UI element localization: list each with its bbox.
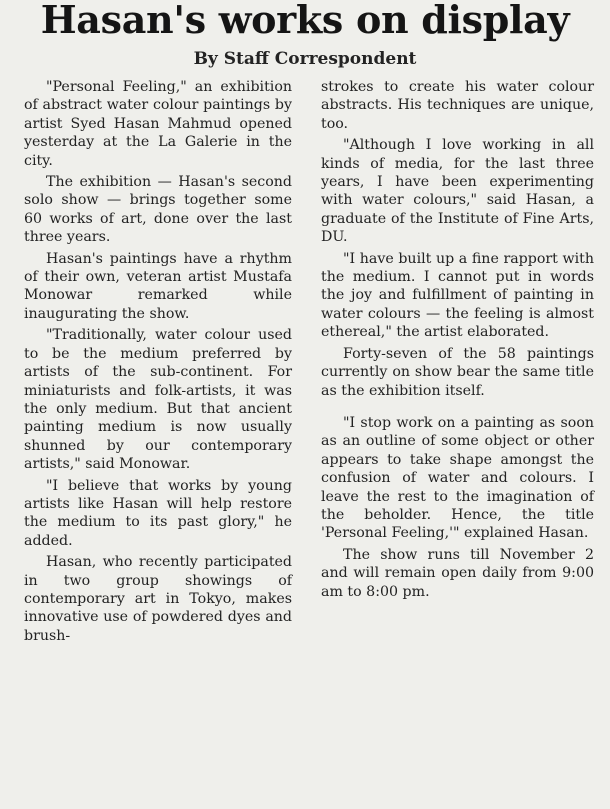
byline: By Staff Correspondent xyxy=(193,49,417,69)
paragraph: Hasan, who recently participated in two group showings of contemporary art in Tokyo, makes innovative use of powdered dyes and brush- xyxy=(24,554,292,644)
paragraph: The exhibition — Hasan's second solo show — brings together some 60 works of art, done over the last three years. xyxy=(24,174,292,246)
paragraph: Forty-seven of the 58 paintings currently on show bear the same title as the exhibition itself. xyxy=(321,345,594,399)
paragraph: "I believe that works by young artists like Hasan will help restore the medium to its past glory," he added. xyxy=(24,477,292,549)
paragraph: "Although I love working in all kinds of media, for the last three years, I have been experimenting with water colours," said Hasan, a graduate of the Institute of Fine Arts, DU. xyxy=(321,137,594,246)
paragraph-continued: strokes to create his water colour abstracts. His techniques are unique, too. xyxy=(321,79,594,132)
paragraph: "Personal Feeling," an exhibition of abstract water colour paintings by artist Syed Hasan Mahmud opened yesterday at the La Galerie in the city. xyxy=(24,79,292,169)
headline: Hasan's works on display xyxy=(40,0,570,42)
paragraph: "Traditionally, water colour used to be the medium preferred by artists of the sub-continent. For miniaturists and folk-artists, it was the only medium. But that ancient painting medium is now usually shunned by our contemporary artists," said Monowar. xyxy=(24,327,292,473)
paragraph: The show runs till November 2 and will remain open daily from 9:00 am to 8:00 pm. xyxy=(321,546,594,600)
article-column-right xyxy=(321,78,594,604)
article-column-left xyxy=(24,78,292,648)
paragraph: "I have built up a fine rapport with the medium. I cannot put in words the joy and fulfillment of painting in water colours — the feeling is almost ethereal," the artist elaborated. xyxy=(321,250,594,341)
paragraph: Hasan's paintings have a rhythm of their own, veteran artist Mustafa Monowar remarked while inaugurating the show. xyxy=(24,250,292,322)
paragraph: "I stop work on a painting as soon as an outline of some object or other appears to take shape amongst the confusion of water and colours. I leave the rest to the imagination of the beholder. Hence, the title 'Personal Feeling,'" explained Hasan. xyxy=(321,414,594,542)
